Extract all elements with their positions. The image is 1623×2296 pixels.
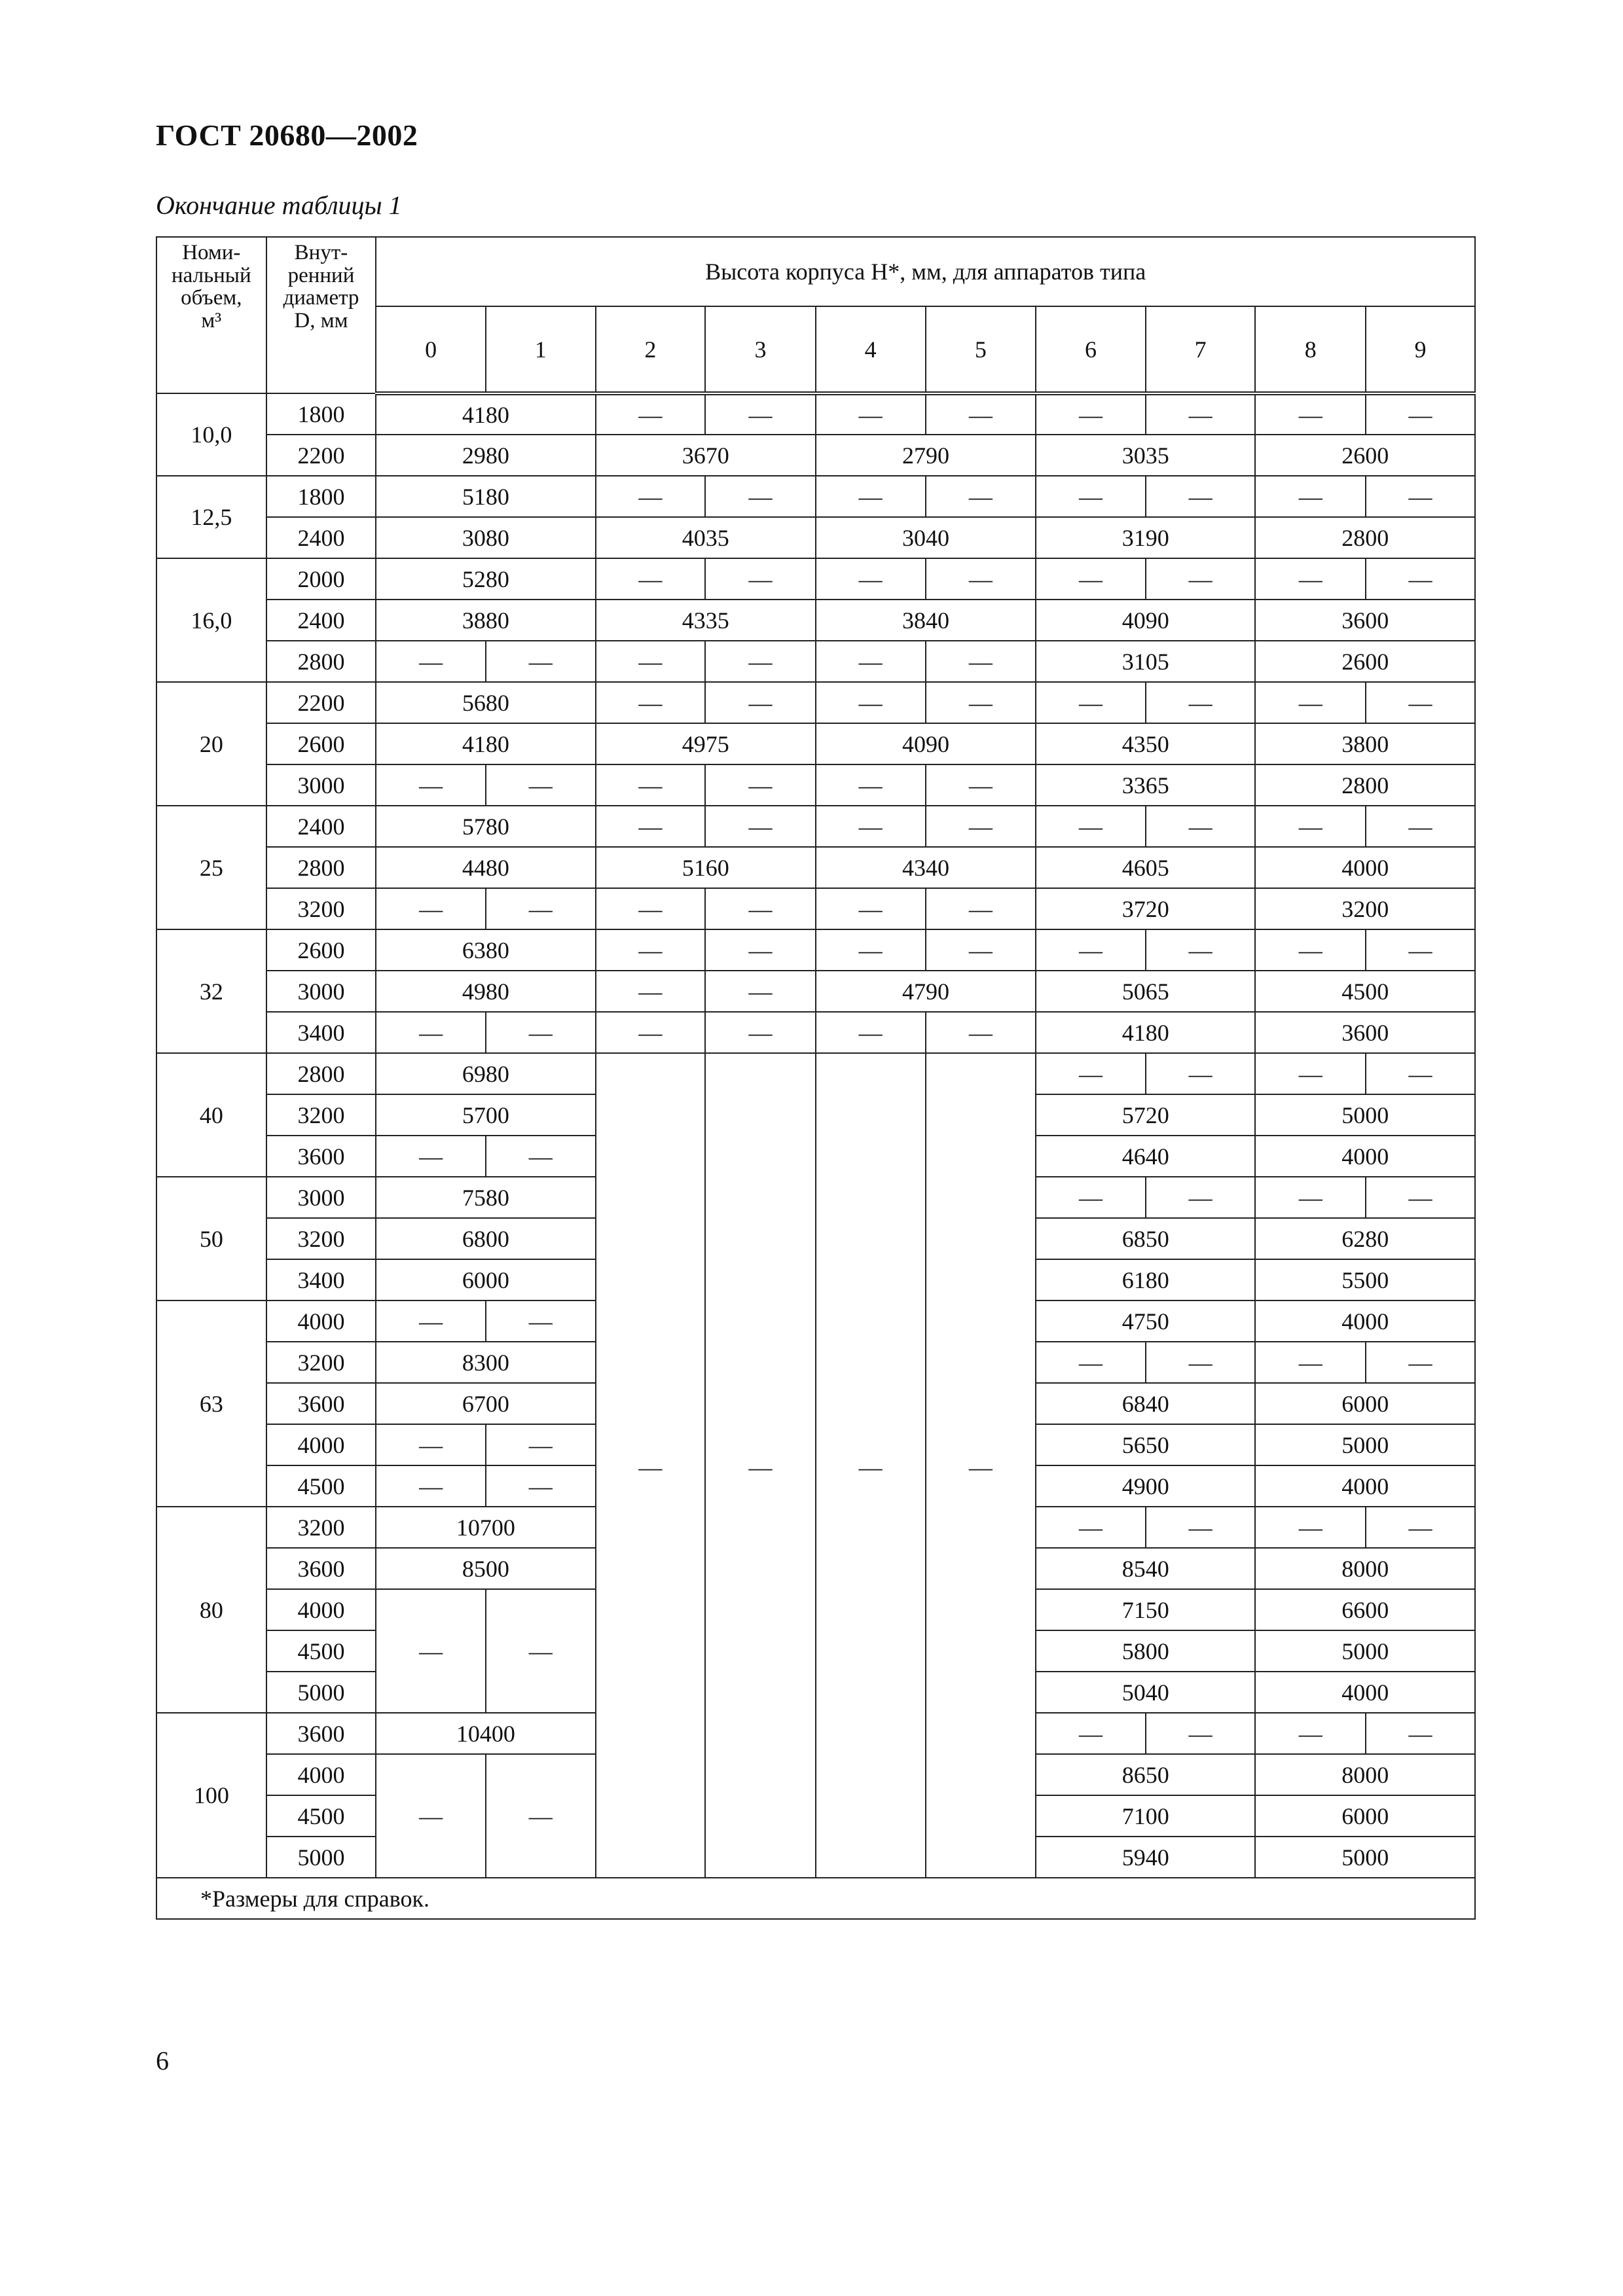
height-cell: —: [486, 764, 596, 806]
height-cell: 4605: [1036, 847, 1255, 888]
volume-cell: 100: [156, 1713, 266, 1878]
height-cell: 4500: [1255, 971, 1475, 1012]
height-cell: —: [596, 393, 706, 435]
height-cell: —: [1255, 682, 1366, 723]
height-cell: —: [705, 476, 816, 517]
height-cell: —: [1036, 1507, 1146, 1548]
volume-cell: 50: [156, 1177, 266, 1300]
height-cell: 6800: [376, 1218, 595, 1259]
table-row: [156, 1012, 1475, 1053]
table-row: [156, 641, 1475, 682]
table-row: [156, 806, 1475, 847]
diameter-cell: 3200: [266, 1218, 376, 1259]
merged-dash-cell: —: [596, 1053, 706, 1878]
diameter-cell: 3000: [266, 764, 376, 806]
height-cell: 4035: [596, 517, 816, 558]
height-cell: —: [705, 971, 816, 1012]
height-cell: 4790: [816, 971, 1036, 1012]
height-cell: 6850: [1036, 1218, 1255, 1259]
height-cell: —: [596, 641, 706, 682]
height-cell: —: [705, 558, 816, 600]
height-cell: —: [596, 682, 706, 723]
height-cell: —: [705, 1012, 816, 1053]
type-header-3: 3: [705, 306, 816, 393]
height-cell: 5720: [1036, 1094, 1255, 1136]
height-cell: —: [1255, 558, 1366, 600]
height-cell: 4180: [1036, 1012, 1255, 1053]
diameter-cell: 3600: [266, 1383, 376, 1424]
height-cell: —: [926, 806, 1036, 847]
height-cell: —: [1255, 1713, 1366, 1754]
height-cell: —: [1146, 929, 1256, 971]
height-cell: —: [1255, 1342, 1366, 1383]
height-cell: 5780: [376, 806, 595, 847]
height-cell: —: [705, 888, 816, 929]
height-cell: 2800: [1255, 764, 1475, 806]
height-cell: 2980: [376, 435, 595, 476]
type-header-6: 6: [1036, 306, 1146, 393]
diameter-cell: 4000: [266, 1300, 376, 1342]
height-cell: —: [1255, 1177, 1366, 1218]
diameter-cell: 4500: [266, 1465, 376, 1507]
diameter-cell: 3000: [266, 971, 376, 1012]
height-cell: 3600: [1255, 600, 1475, 641]
height-cell: —: [1036, 393, 1146, 435]
height-cell: —: [1036, 682, 1146, 723]
height-cell: —: [486, 1424, 596, 1465]
height-cell: 3040: [816, 517, 1036, 558]
type-header-7: 7: [1146, 306, 1256, 393]
height-cell: 7580: [376, 1177, 595, 1218]
diameter-cell: 1800: [266, 476, 376, 517]
diameter-cell: 2200: [266, 435, 376, 476]
height-cell: —: [1366, 929, 1475, 971]
height-cell: —: [926, 888, 1036, 929]
height-cell: —: [816, 558, 926, 600]
height-cell: —: [816, 1012, 926, 1053]
height-cell: 4900: [1036, 1465, 1255, 1507]
height-cell: 3365: [1036, 764, 1255, 806]
height-cell: 6280: [1255, 1218, 1475, 1259]
height-cell: 4350: [1036, 723, 1255, 764]
height-cell: —: [926, 558, 1036, 600]
height-cell: —: [816, 806, 926, 847]
type-header-5: 5: [926, 306, 1036, 393]
height-cell: 4180: [376, 723, 595, 764]
volume-cell: 40: [156, 1053, 266, 1177]
table-row: [156, 723, 1475, 764]
height-cell: —: [1366, 1713, 1475, 1754]
height-cell: —: [926, 393, 1036, 435]
height-cell: —: [486, 641, 596, 682]
height-cell: 8500: [376, 1548, 595, 1589]
height-cell: —: [1255, 393, 1366, 435]
dimensions-table: [156, 236, 1476, 1920]
height-cell: 8540: [1036, 1548, 1255, 1589]
height-cell: —: [1255, 929, 1366, 971]
table-row: [156, 764, 1475, 806]
height-cell: —: [926, 929, 1036, 971]
height-cell: 4000: [1255, 847, 1475, 888]
height-cell: —: [486, 1012, 596, 1053]
height-cell: —: [1146, 1053, 1256, 1094]
height-cell: 5000: [1255, 1424, 1475, 1465]
diameter-cell: 3600: [266, 1713, 376, 1754]
diameter-cell: 3200: [266, 1094, 376, 1136]
height-cell: —: [1366, 1507, 1475, 1548]
diameter-cell: 3400: [266, 1012, 376, 1053]
height-cell: —: [926, 641, 1036, 682]
table-row: [156, 600, 1475, 641]
diameter-cell: 2400: [266, 806, 376, 847]
height-cell: —: [1036, 806, 1146, 847]
page-number: 6: [156, 2046, 169, 2075]
height-cell: 10400: [376, 1713, 595, 1754]
diameter-cell: 4500: [266, 1630, 376, 1672]
diameter-cell: 2800: [266, 641, 376, 682]
height-cell: 3880: [376, 600, 595, 641]
table-row: [156, 476, 1475, 517]
volume-cell: 20: [156, 682, 266, 806]
height-cell: 7150: [1036, 1589, 1255, 1630]
height-cell: —: [1366, 1053, 1475, 1094]
height-cell: —: [1146, 1177, 1256, 1218]
height-cell: —: [1146, 682, 1256, 723]
height-cell: —: [376, 1465, 486, 1507]
height-cell: 4000: [1255, 1136, 1475, 1177]
height-cell: —: [376, 1589, 486, 1713]
height-cell: —: [376, 641, 486, 682]
height-cell: —: [705, 641, 816, 682]
diameter-cell: 3600: [266, 1548, 376, 1589]
height-cell: 3190: [1036, 517, 1255, 558]
diameter-cell: 4000: [266, 1589, 376, 1630]
diameter-cell: 3600: [266, 1136, 376, 1177]
height-cell: 3800: [1255, 723, 1475, 764]
height-cell: 4640: [1036, 1136, 1255, 1177]
diameter-cell: 4500: [266, 1795, 376, 1837]
height-cell: 2790: [816, 435, 1036, 476]
height-cell: 5065: [1036, 971, 1255, 1012]
height-cell: —: [1255, 1053, 1366, 1094]
height-cell: —: [596, 929, 706, 971]
height-cell: 7100: [1036, 1795, 1255, 1837]
height-cell: 5280: [376, 558, 595, 600]
height-cell: 8650: [1036, 1754, 1255, 1795]
height-cell: —: [596, 888, 706, 929]
height-cell: —: [486, 1136, 596, 1177]
volume-cell: 63: [156, 1300, 266, 1507]
height-cell: —: [376, 1012, 486, 1053]
height-cell: 4000: [1255, 1672, 1475, 1713]
height-cell: —: [1036, 1342, 1146, 1383]
type-header-9: 9: [1366, 306, 1475, 393]
height-cell: —: [1146, 393, 1256, 435]
volume-cell: 10,0: [156, 393, 266, 476]
height-cell: 5940: [1036, 1837, 1255, 1878]
table-row: [156, 393, 1475, 435]
height-cell: 3200: [1255, 888, 1475, 929]
height-cell: 5000: [1255, 1094, 1475, 1136]
diameter-cell: 5000: [266, 1837, 376, 1878]
diameter-cell: 3200: [266, 888, 376, 929]
diameter-cell: 3200: [266, 1342, 376, 1383]
height-cell: 8000: [1255, 1754, 1475, 1795]
height-cell: 5000: [1255, 1630, 1475, 1672]
height-cell: —: [486, 1300, 596, 1342]
height-cell: —: [1036, 1177, 1146, 1218]
volume-cell: 32: [156, 929, 266, 1053]
height-cell: —: [1366, 1342, 1475, 1383]
height-cell: —: [705, 682, 816, 723]
header-inner-diameter: Внут- ренний диаметр D, мм: [266, 237, 376, 393]
height-cell: —: [705, 806, 816, 847]
height-cell: 4340: [816, 847, 1036, 888]
height-cell: —: [1146, 1713, 1256, 1754]
height-cell: 5650: [1036, 1424, 1255, 1465]
diameter-cell: 2200: [266, 682, 376, 723]
table-row: [156, 847, 1475, 888]
height-cell: 3105: [1036, 641, 1255, 682]
height-cell: —: [376, 1754, 486, 1878]
height-cell: —: [1255, 476, 1366, 517]
merged-dash-cell: —: [926, 1053, 1036, 1878]
height-cell: —: [376, 1136, 486, 1177]
height-cell: 5180: [376, 476, 595, 517]
height-cell: —: [926, 1012, 1036, 1053]
height-cell: —: [1366, 806, 1475, 847]
height-cell: —: [816, 888, 926, 929]
height-cell: —: [1036, 1713, 1146, 1754]
height-cell: 6380: [376, 929, 595, 971]
volume-cell: 16,0: [156, 558, 266, 682]
diameter-cell: 3000: [266, 1177, 376, 1218]
height-cell: 4750: [1036, 1300, 1255, 1342]
type-header-0: 0: [376, 306, 486, 393]
height-cell: 3720: [1036, 888, 1255, 929]
diameter-cell: 2400: [266, 517, 376, 558]
height-cell: —: [1366, 682, 1475, 723]
volume-cell: 25: [156, 806, 266, 929]
height-cell: —: [1146, 558, 1256, 600]
height-cell: —: [816, 929, 926, 971]
table-row: [156, 517, 1475, 558]
height-cell: —: [1366, 1177, 1475, 1218]
height-cell: 6600: [1255, 1589, 1475, 1630]
diameter-cell: 2400: [266, 600, 376, 641]
height-cell: 5800: [1036, 1630, 1255, 1672]
diameter-cell: 1800: [266, 393, 376, 435]
height-cell: —: [1036, 558, 1146, 600]
height-cell: —: [596, 558, 706, 600]
height-cell: —: [816, 393, 926, 435]
height-cell: —: [376, 1300, 486, 1342]
diameter-cell: 2000: [266, 558, 376, 600]
height-cell: 5700: [376, 1094, 595, 1136]
height-cell: —: [486, 1589, 596, 1713]
height-cell: 6000: [1255, 1383, 1475, 1424]
merged-dash-cell: —: [816, 1053, 926, 1878]
height-cell: 4335: [596, 600, 816, 641]
diameter-cell: 5000: [266, 1672, 376, 1713]
height-cell: 3035: [1036, 435, 1255, 476]
table-row: [156, 558, 1475, 600]
height-cell: —: [1366, 476, 1475, 517]
type-header-8: 8: [1255, 306, 1366, 393]
volume-cell: 80: [156, 1507, 266, 1713]
diameter-cell: 2600: [266, 929, 376, 971]
header-nominal-volume: Номи- нальный объем, м³: [156, 237, 266, 393]
height-cell: —: [816, 764, 926, 806]
height-cell: 4980: [376, 971, 595, 1012]
height-cell: —: [596, 764, 706, 806]
height-cell: 6840: [1036, 1383, 1255, 1424]
height-cell: 6980: [376, 1053, 595, 1094]
height-cell: 4975: [596, 723, 816, 764]
height-cell: —: [1146, 1507, 1256, 1548]
height-cell: 2600: [1255, 435, 1475, 476]
height-cell: 2600: [1255, 641, 1475, 682]
height-cell: 5040: [1036, 1672, 1255, 1713]
height-cell: 4480: [376, 847, 595, 888]
height-cell: 3600: [1255, 1012, 1475, 1053]
height-cell: —: [596, 1012, 706, 1053]
table-caption: Окончание таблицы 1: [156, 190, 402, 220]
height-cell: —: [816, 641, 926, 682]
diameter-cell: 4000: [266, 1424, 376, 1465]
height-cell: 5000: [1255, 1837, 1475, 1878]
table-row: [156, 929, 1475, 971]
merged-dash-cell: —: [705, 1053, 816, 1878]
height-cell: 4180: [376, 393, 595, 435]
height-cell: 8300: [376, 1342, 595, 1383]
height-cell: —: [486, 1754, 596, 1878]
height-cell: 3080: [376, 517, 595, 558]
height-cell: —: [1146, 476, 1256, 517]
height-cell: —: [705, 929, 816, 971]
height-cell: —: [1366, 558, 1475, 600]
height-cell: 4090: [816, 723, 1036, 764]
height-cell: 4090: [1036, 600, 1255, 641]
diameter-cell: 2800: [266, 1053, 376, 1094]
height-cell: 8000: [1255, 1548, 1475, 1589]
height-cell: 6000: [376, 1259, 595, 1300]
height-cell: 4000: [1255, 1465, 1475, 1507]
diameter-cell: 2800: [266, 847, 376, 888]
height-cell: —: [1366, 393, 1475, 435]
volume-cell: 12,5: [156, 476, 266, 558]
height-cell: 5680: [376, 682, 595, 723]
height-cell: —: [596, 971, 706, 1012]
type-header-1: 1: [486, 306, 596, 393]
height-cell: —: [376, 888, 486, 929]
height-cell: —: [926, 764, 1036, 806]
diameter-cell: 3400: [266, 1259, 376, 1300]
table-row: [156, 682, 1475, 723]
height-cell: —: [1146, 1342, 1256, 1383]
height-cell: 3670: [596, 435, 816, 476]
height-cell: 6180: [1036, 1259, 1255, 1300]
height-cell: 6000: [1255, 1795, 1475, 1837]
height-cell: —: [816, 476, 926, 517]
height-cell: —: [1146, 806, 1256, 847]
height-cell: —: [1255, 806, 1366, 847]
height-cell: —: [486, 888, 596, 929]
header-housing-height: Высота корпуса H*, мм, для аппаратов типа: [376, 237, 1475, 306]
height-cell: —: [596, 476, 706, 517]
diameter-cell: 2600: [266, 723, 376, 764]
table-row: [156, 888, 1475, 929]
document-title: ГОСТ 20680—2002: [156, 118, 418, 152]
table-row: [156, 1053, 1475, 1094]
height-cell: —: [926, 682, 1036, 723]
type-header-4: 4: [816, 306, 926, 393]
height-cell: —: [1036, 1053, 1146, 1094]
height-cell: —: [1255, 1507, 1366, 1548]
height-cell: —: [705, 393, 816, 435]
footnote: *Размеры для справок.: [156, 1878, 1475, 1919]
height-cell: —: [486, 1465, 596, 1507]
table-row: [156, 971, 1475, 1012]
height-cell: 4000: [1255, 1300, 1475, 1342]
diameter-cell: 4000: [266, 1754, 376, 1795]
height-cell: —: [596, 806, 706, 847]
height-cell: 6700: [376, 1383, 595, 1424]
table-row: [156, 435, 1475, 476]
height-cell: 5500: [1255, 1259, 1475, 1300]
height-cell: 5160: [596, 847, 816, 888]
height-cell: —: [926, 476, 1036, 517]
height-cell: —: [1036, 929, 1146, 971]
height-cell: 3840: [816, 600, 1036, 641]
height-cell: —: [816, 682, 926, 723]
height-cell: 10700: [376, 1507, 595, 1548]
height-cell: 2800: [1255, 517, 1475, 558]
height-cell: —: [376, 764, 486, 806]
height-cell: —: [376, 1424, 486, 1465]
diameter-cell: 3200: [266, 1507, 376, 1548]
height-cell: —: [1036, 476, 1146, 517]
type-header-2: 2: [596, 306, 706, 393]
height-cell: —: [705, 764, 816, 806]
